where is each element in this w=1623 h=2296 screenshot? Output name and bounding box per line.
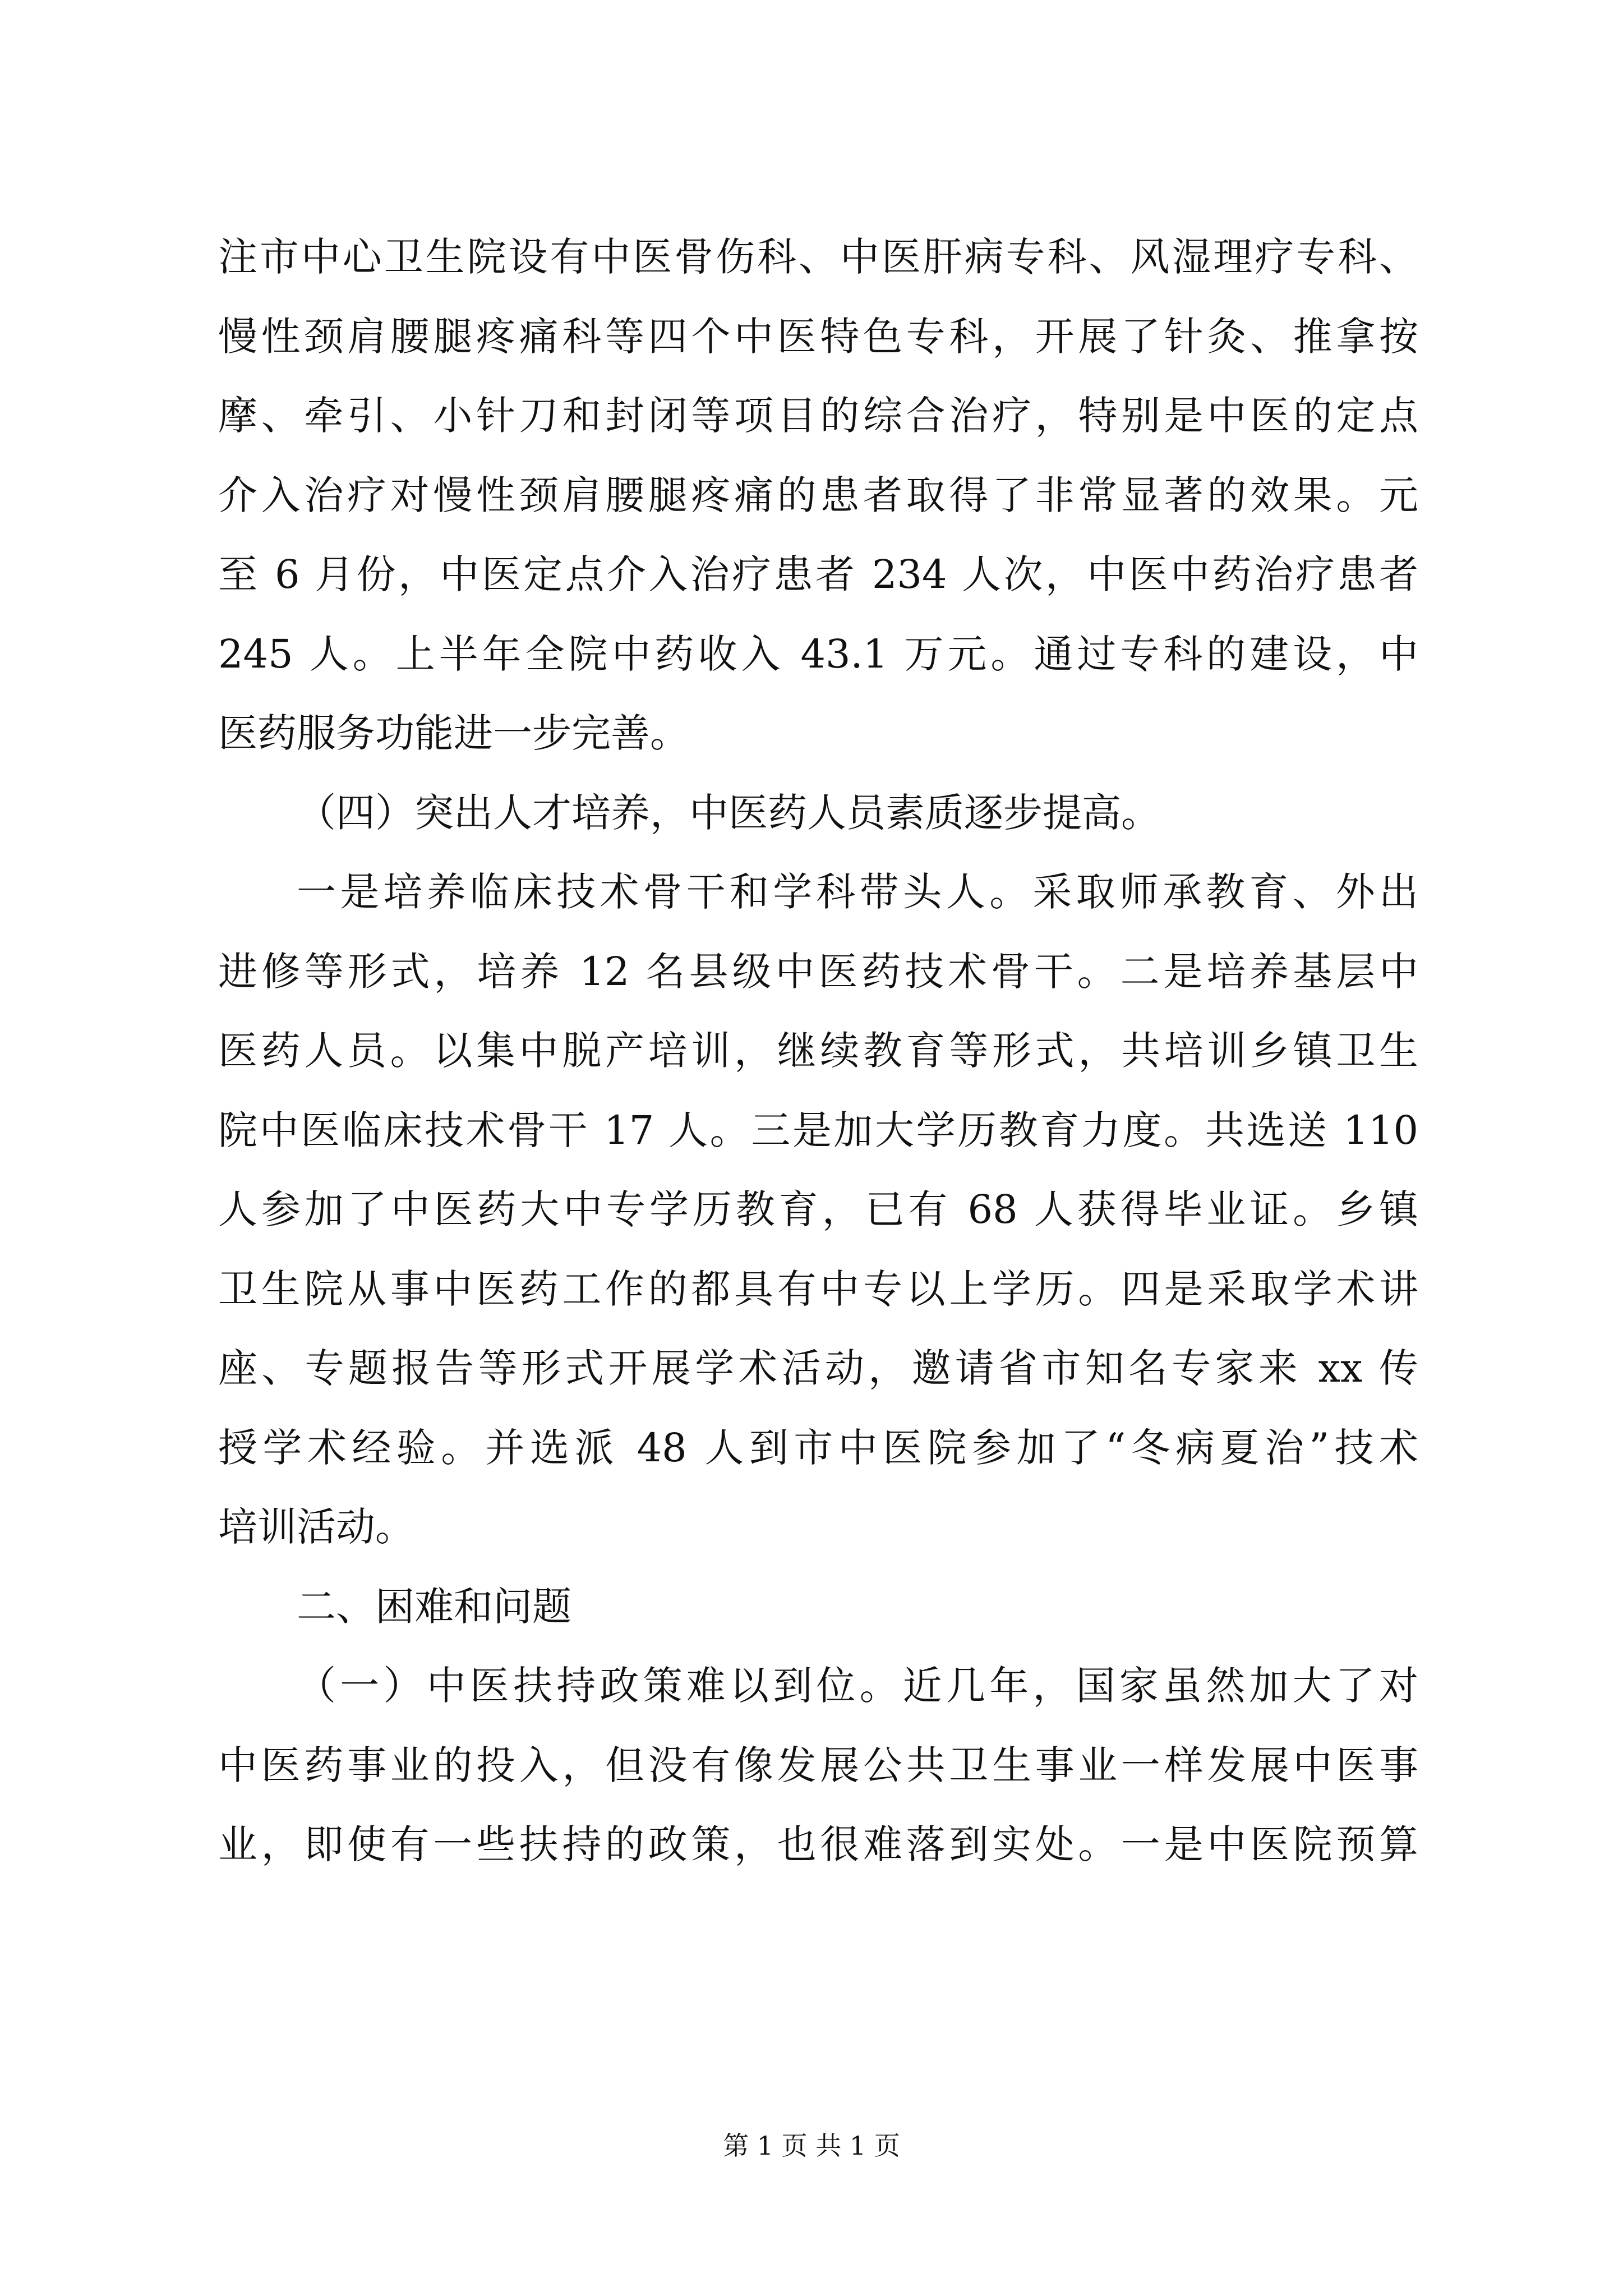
section-heading: （四）突出人才培养，中医药人员素质逐步提高。 [297,789,1160,836]
text-line: 摩、牵引、小针刀和封闭等项目的综合治疗，特别是中医的定点 [218,393,1418,439]
text-line: 人参加了中医药大中专学历教育，已有 68 人获得毕业证。乡镇 [218,1186,1418,1232]
text-line: 卫生院从事中医药工作的都具有中专以上学历。四是采取学术讲 [218,1266,1418,1312]
text-line: 培训活动。 [218,1504,414,1550]
text-line: 245 人。上半年全院中药收入 43.1 万元。通过专科的建设，中 [218,631,1418,677]
text-line: 医药服务功能进一步完善。 [218,710,689,756]
text-line: 授学术经验。并选派 48 人到市中医院参加了“冬病夏治”技术 [218,1424,1418,1471]
text-line: 进修等形式，培养 12 名县级中医药技术骨干。二是培养基层中 [218,948,1418,995]
text-line: （一）中医扶持政策难以到位。近几年，国家虽然加大了对 [297,1663,1418,1709]
page-footer [0,2129,1623,2162]
text-line: 注市中心卫生院设有中医骨伤科、中医肝病专科、风湿理疗专科、 [218,234,1418,280]
page-number: 第 1 页 共 1 页 [723,2131,900,2161]
text-line: 业，即使有一些扶持的政策，也很难落到实处。一是中医院预算 [218,1821,1418,1867]
section-heading: 二、困难和问题 [297,1583,571,1630]
text-line: 慢性颈肩腰腿疼痛科等四个中医特色专科，开展了针灸、推拿按 [218,313,1418,360]
text-line: 座、专题报告等形式开展学术活动，邀请省市知名专家来 xx 传 [218,1345,1418,1391]
text-line: 医药人员。以集中脱产培训，继续教育等形式，共培训乡镇卫生 [218,1028,1418,1074]
text-line: 中医药事业的投入，但没有像发展公共卫生事业一样发展中医事 [218,1742,1418,1788]
document-body [218,218,1418,1885]
text-line: 院中医临床技术骨干 17 人。三是加大学历教育力度。共选送 110 [218,1107,1418,1153]
text-line: 至 6 月份，中医定点介入治疗患者 234 人次，中医中药治疗患者 [218,551,1418,597]
text-line: 一是培养临床技术骨干和学科带头人。采取师承教育、外出 [297,869,1418,915]
text-line: 介入治疗对慢性颈肩腰腿疼痛的患者取得了非常显著的效果。元 [218,472,1418,518]
